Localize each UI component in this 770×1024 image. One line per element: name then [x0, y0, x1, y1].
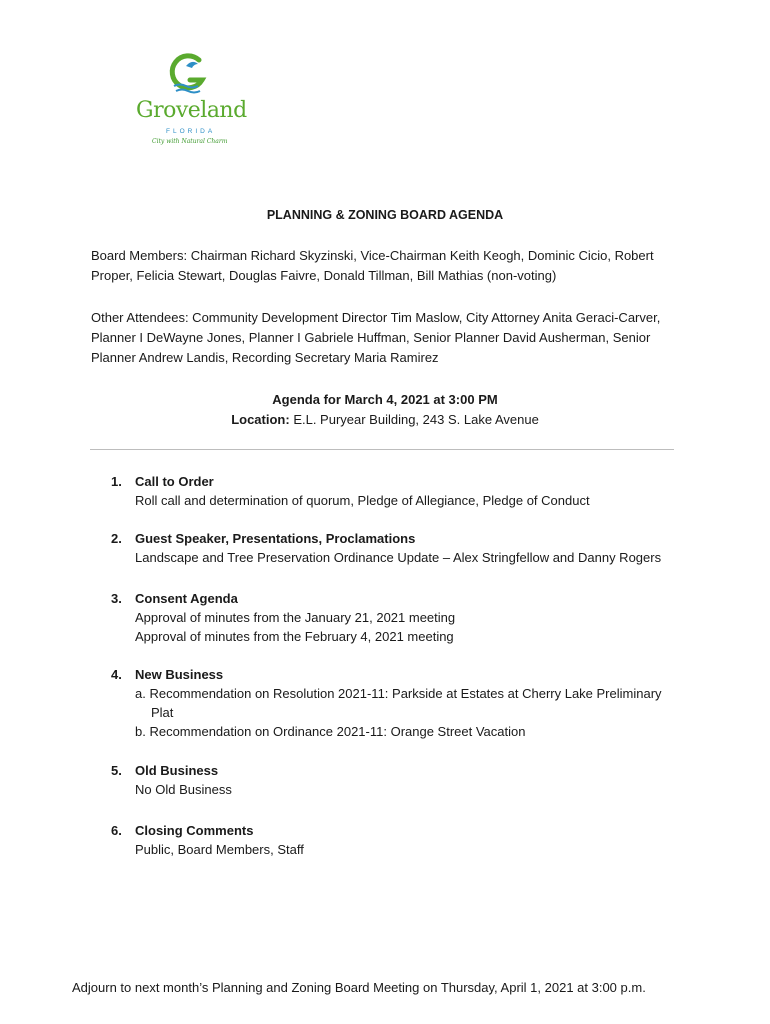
- board-members: Board Members: Chairman Richard Skyzinski, Vice-Chairman Keith Keogh, Dominic Cicio, Robert Proper, Felicia Stewart, Douglas Faivre, Donald Tillman, Bill Mathias (non-voting): [91, 248, 654, 283]
- item-number: 2.: [111, 531, 122, 546]
- item-line: Roll call and determination of quorum, Pledge of Allegiance, Pledge of Conduct: [135, 493, 590, 508]
- item-line: a. Recommendation on Resolution 2021-11: Parkside at Estates at Cherry Lake Preliminary: [135, 686, 662, 701]
- divider: [90, 449, 674, 450]
- logo-tagline: City with Natural Charm: [152, 138, 228, 145]
- agenda-item-old-business: [111, 761, 711, 799]
- location-label: Location:: [231, 412, 290, 427]
- item-heading: Consent Agenda: [135, 591, 238, 606]
- item-number: 4.: [111, 667, 122, 682]
- item-line: Landscape and Tree Preservation Ordinance Update – Alex Stringfellow and Danny Rogers: [135, 550, 662, 565]
- agenda-item-closing-comments: [111, 821, 711, 859]
- item-number: 5.: [111, 763, 122, 778]
- item-heading: Old Business: [135, 763, 219, 778]
- agenda-date: Agenda for March 4, 2021 at 3:00 PM: [272, 392, 498, 407]
- item-line: No Old Business: [135, 782, 232, 797]
- item-heading: Guest Speaker, Presentations, Proclamations: [135, 531, 416, 546]
- item-line: Plat: [151, 705, 174, 720]
- item-heading: Call to Order: [135, 474, 214, 489]
- item-line: Public, Board Members, Staff: [135, 842, 304, 857]
- item-number: 3.: [111, 591, 122, 606]
- location-value: E.L. Puryear Building, 243 S. Lake Avenue: [293, 412, 539, 427]
- meeting-location: [0, 412, 770, 427]
- item-line: b. Recommendation on Ordinance 2021-11: Orange Street Vacation: [135, 724, 526, 739]
- item-line: Approval of minutes from the February 4, 2021 meeting: [135, 629, 454, 644]
- groveland-g-emblem-icon: [166, 52, 210, 98]
- adjourn-note: Adjourn to next month’s Planning and Zoning Board Meeting on Thursday, April 1, 2021 at 3:00 p.m.: [72, 980, 646, 995]
- agenda-item-call-to-order: [111, 472, 711, 510]
- item-heading: New Business: [135, 667, 224, 682]
- logo-name: Groveland: [136, 98, 247, 123]
- logo-state: FLORIDA: [166, 128, 216, 135]
- page-title: PLANNING & ZONING BOARD AGENDA: [266, 208, 504, 222]
- item-heading: Closing Comments: [135, 823, 254, 838]
- item-number: 1.: [111, 474, 122, 489]
- groveland-logo: [128, 52, 248, 152]
- item-number: 6.: [111, 823, 122, 838]
- agenda-item-new-business: [111, 665, 711, 741]
- other-attendees: Other Attendees: Community Development Director Tim Maslow, City Attorney Anita Geraci-Carver, Planner I DeWayne Jones, Planner I Gabriele Huffman, Senior Planner David Ausherman, Senior Planner Andrew Landis, Recording Secretary Maria Ramirez: [91, 310, 661, 365]
- agenda-item-consent-agenda: [111, 589, 711, 646]
- agenda-item-guest-speaker: [111, 529, 711, 567]
- item-line: Approval of minutes from the January 21, 2021 meeting: [135, 610, 456, 625]
